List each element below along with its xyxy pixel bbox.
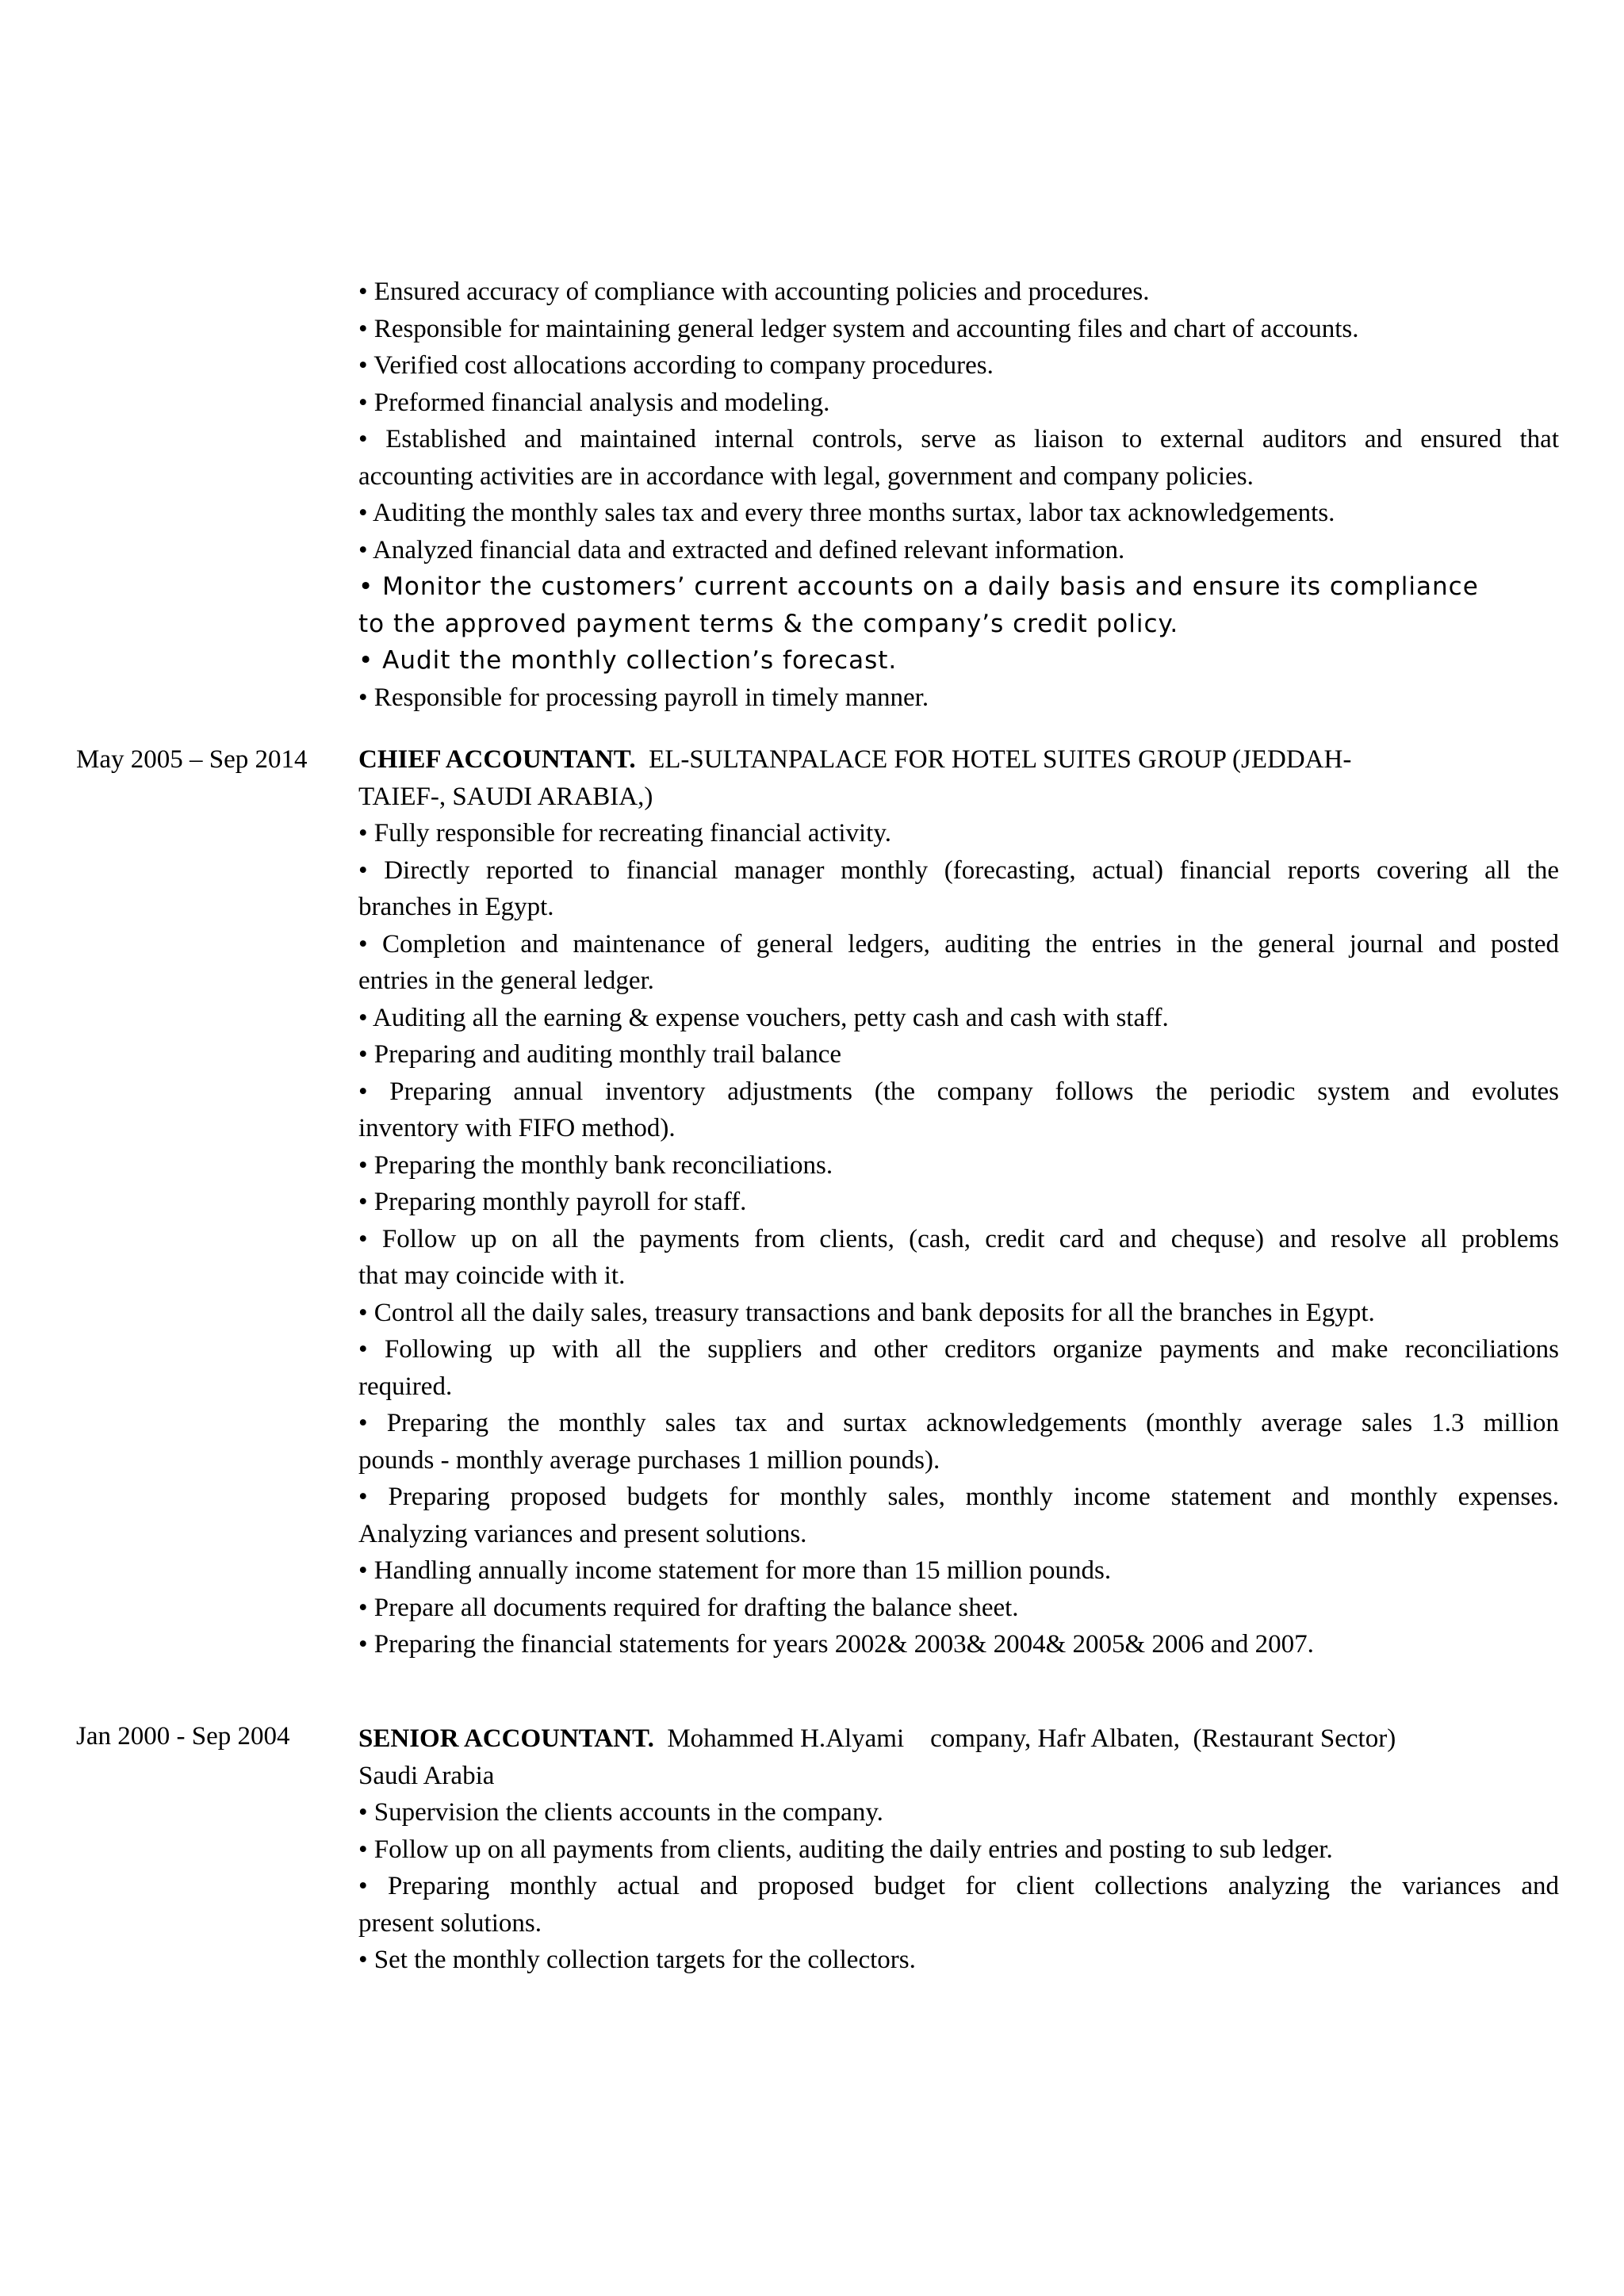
job-date-senior-accountant: Jan 2000 - Sep 2004 xyxy=(76,1722,290,1751)
duty-line: • Auditing all the earning & expense vouchers, petty cash and cash with staff. xyxy=(358,1003,1169,1032)
duty-line: • Preparing annual inventory adjustments (the company follows the periodic system and evolutes xyxy=(358,1077,1559,1106)
duty-line: branches in Egypt. xyxy=(358,893,554,921)
duty-line: • Analyzed financial data and extracted and defined relevant information. xyxy=(358,535,1125,564)
duty-line: pounds - monthly average purchases 1 million pounds). xyxy=(358,1445,940,1475)
duty-line: • Following up with all the suppliers and other creditors organize payments and make reconciliations xyxy=(358,1335,1559,1364)
duty-line: • Ensured accuracy of compliance with accounting policies and procedures. xyxy=(358,277,1150,306)
duty-line: • Preparing monthly payroll for staff. xyxy=(358,1188,747,1216)
duty-line: • Fully responsible for recreating financial activity. xyxy=(358,819,891,848)
job-title: SENIOR ACCOUNTANT. xyxy=(358,1724,654,1753)
duty-line: • Verified cost allocations according to company procedures. xyxy=(358,351,994,380)
job-heading xyxy=(358,741,1559,779)
duty-line: • Directly reported to financial manager monthly (forecasting, actual) financial reports covering all the xyxy=(358,855,1559,885)
duty-line: accounting activities are in accordance with legal, government and company policies. xyxy=(358,461,1254,491)
duty-line: • Handling annually income statement for more than 15 million pounds. xyxy=(358,1556,1112,1585)
previous-job-duties xyxy=(358,274,1559,716)
duty-line: • Preformed financial analysis and modeling. xyxy=(358,388,830,417)
duty-line: present solutions. xyxy=(358,1908,542,1938)
duty-line: • Preparing and auditing monthly trail balance xyxy=(358,1040,842,1069)
job-company-cont: Saudi Arabia xyxy=(358,1761,495,1790)
job-title: CHIEF ACCOUNTANT. xyxy=(358,745,636,774)
job-chief-accountant xyxy=(358,741,1559,1663)
job-date-chief-accountant: May 2005 – Sep 2014 xyxy=(76,745,308,774)
duty-line: • Set the monthly collection targets for the collectors. xyxy=(358,1946,916,1974)
duty-line: • Control all the daily sales, treasury transactions and bank deposits for all the branches in Egypt. xyxy=(358,1298,1375,1327)
job-company: Mohammed H.Alyami company, Hafr Albaten, (Restaurant Sector) xyxy=(667,1724,1396,1753)
duty-line: • Follow up on all the payments from clients, (cash, credit card and chequse) and resolve all problems xyxy=(358,1224,1559,1253)
duty-line: • Responsible for maintaining general ledger system and accounting files and chart of accounts. xyxy=(358,314,1359,343)
duty-line: • Completion and maintenance of general ledgers, auditing the entries in the general journal and posted xyxy=(358,929,1559,959)
duty-line: • Audit the monthly collection’s forecast. xyxy=(358,646,898,675)
duty-line: to the approved payment terms & the company’s credit policy. xyxy=(358,609,1179,638)
duty-line: inventory with FIFO method). xyxy=(358,1114,676,1142)
duty-line: required. xyxy=(358,1372,453,1401)
job-heading xyxy=(358,1720,1559,1758)
job-senior-accountant xyxy=(358,1720,1559,1979)
duty-line: • Established and maintained internal controls, serve as liaison to external auditors and ensured that xyxy=(358,425,1559,453)
job-company: EL-SULTANPALACE FOR HOTEL SUITES GROUP (JEDDAH- xyxy=(649,745,1352,774)
duty-line: that may coincide with it. xyxy=(358,1261,626,1290)
duty-line: • Monitor the customers’ current accounts on a daily basis and ensure its compliance xyxy=(358,572,1479,601)
duty-line: • Preparing the monthly bank reconciliations. xyxy=(358,1150,833,1180)
duty-line: • Prepare all documents required for drafting the balance sheet. xyxy=(358,1593,1019,1622)
duty-line: • Follow up on all payments from clients, auditing the daily entries and posting to sub ledger. xyxy=(358,1835,1333,1864)
duty-line: Analyzing variances and present solutions. xyxy=(358,1519,807,1548)
duty-line: • Preparing the monthly sales tax and surtax acknowledgements (monthly average sales 1.3 million xyxy=(358,1409,1559,1437)
duty-line: • Preparing the financial statements for years 2002& 2003& 2004& 2005& 2006 and 2007. xyxy=(358,1630,1314,1659)
duty-line: • Preparing monthly actual and proposed budget for client collections analyzing the variances and xyxy=(358,1872,1559,1900)
duty-line: • Preparing proposed budgets for monthly sales, monthly income statement and monthly expenses. xyxy=(358,1483,1559,1511)
job-company-cont: TAIEF-, SAUDI ARABIA,) xyxy=(358,782,653,811)
duty-line: • Responsible for processing payroll in timely manner. xyxy=(358,683,929,712)
duty-line: • Auditing the monthly sales tax and every three months surtax, labor tax acknowledgements. xyxy=(358,499,1335,527)
duty-line: entries in the general ledger. xyxy=(358,966,654,995)
duty-line: • Supervision the clients accounts in the company. xyxy=(358,1798,883,1827)
